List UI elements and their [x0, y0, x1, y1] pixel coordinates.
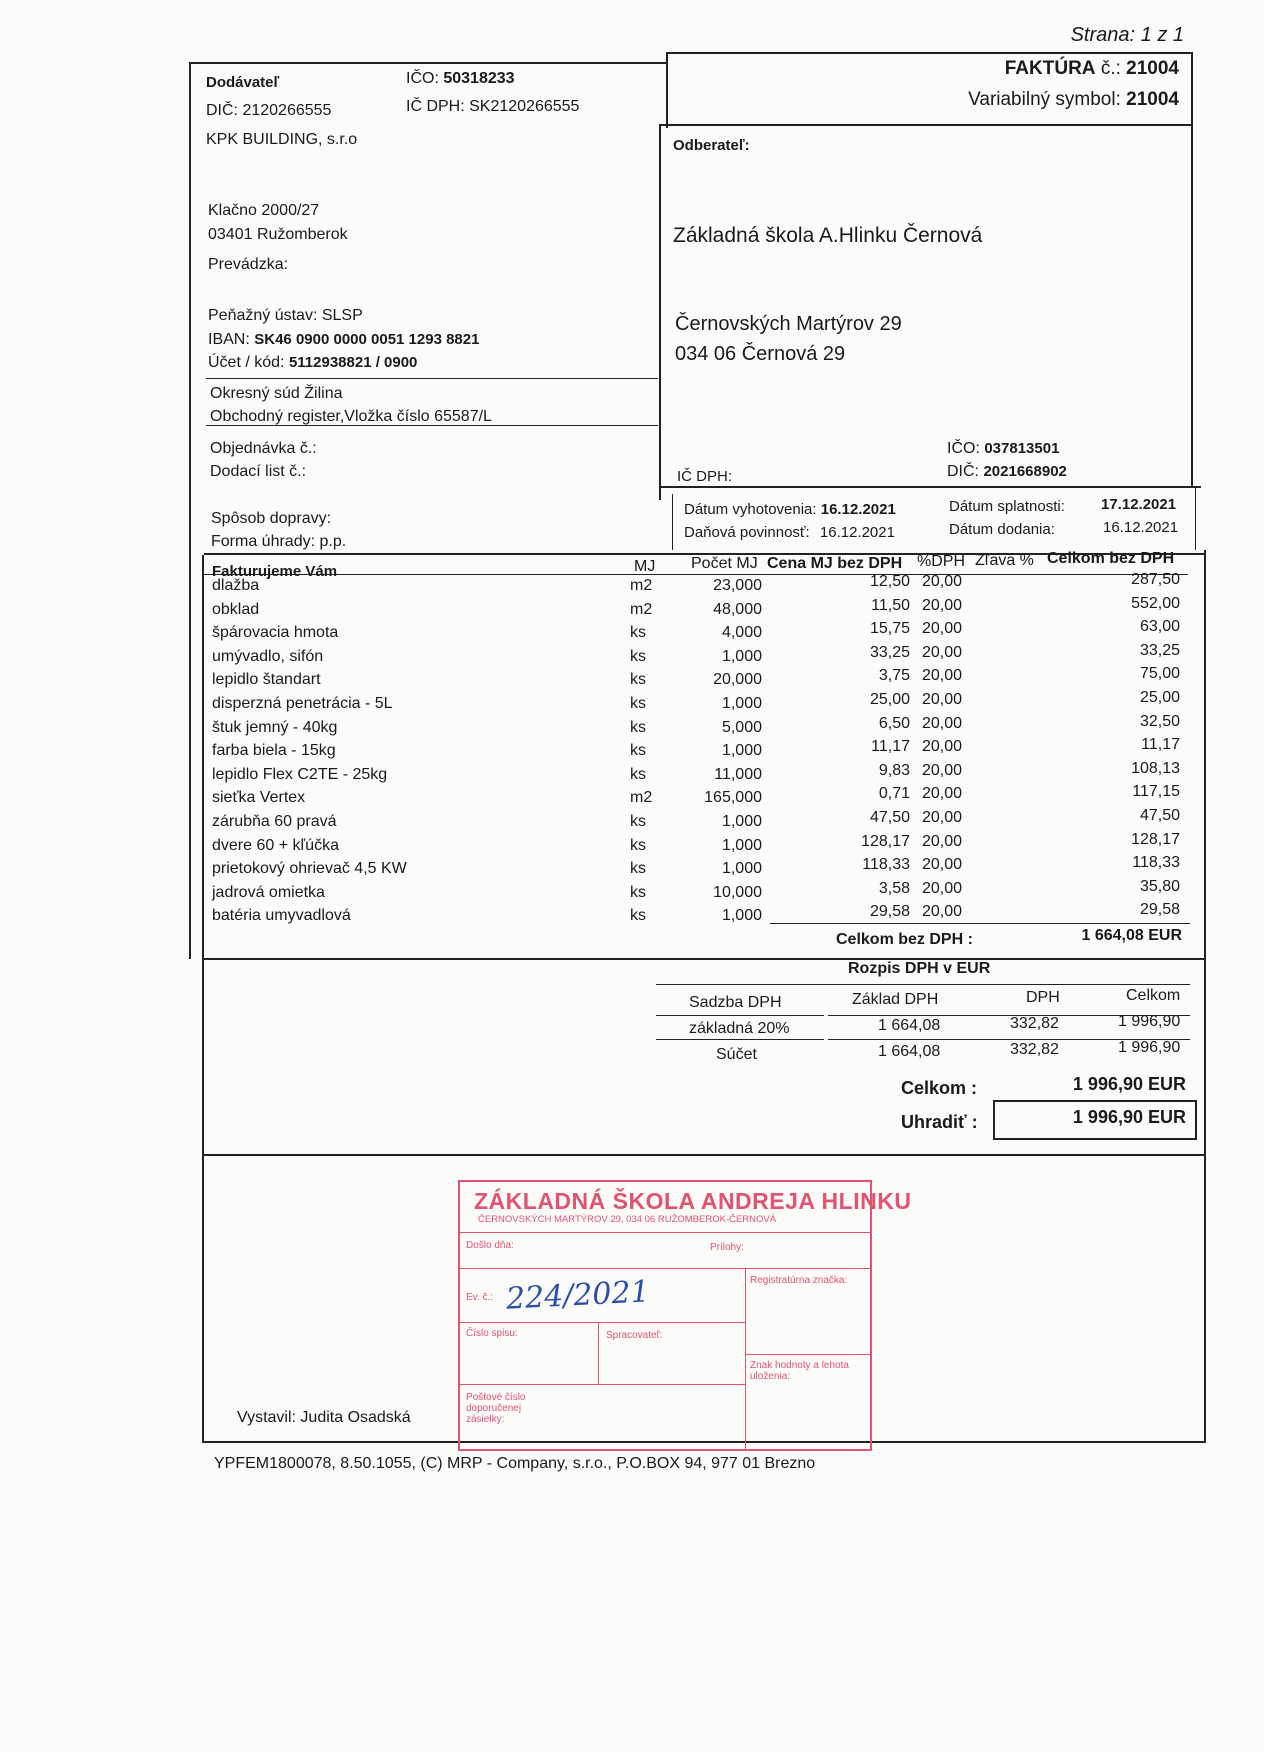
customer-ico: [947, 440, 1059, 458]
item-price: 9,83: [878, 761, 910, 779]
supplier-prevadzka: Prevádzka:: [208, 256, 289, 273]
supplier-name: KPK BUILDING, s.r.o: [206, 131, 358, 148]
table-row: [0, 618, 1264, 648]
stamp-postove: Poštové číslo doporučenej zásielky:: [466, 1392, 526, 1425]
order-uhrada: Forma úhrady: p.p.: [211, 533, 347, 550]
item-name: zárubňa 60 pravá: [212, 813, 337, 830]
date-splatnosti-label: Dátum splatnosti:: [949, 498, 1065, 515]
stamp-ev-number: 224/2021: [505, 1274, 651, 1317]
supplier-iban: [208, 331, 479, 349]
date-splatnosti-value: 17.12.2021: [1101, 496, 1177, 513]
order-doprava: Spôsob dopravy:: [211, 510, 332, 527]
frame-right: [1191, 52, 1193, 488]
item-total: 33,25: [1139, 641, 1180, 659]
item-total: 25,00: [1139, 689, 1180, 706]
frame-top-left: [189, 62, 666, 64]
item-mj: ks: [630, 836, 646, 854]
item-name: jadrová omietka: [212, 883, 325, 901]
item-qty: 1,000: [721, 647, 762, 665]
frame-top-right: [666, 52, 1193, 54]
supplier-ucet-value: 5112938821 / 0900: [288, 354, 418, 371]
item-mj: ks: [630, 883, 646, 901]
item-qty: 165,000: [704, 789, 762, 807]
invoice-number: 21004: [1126, 58, 1179, 79]
item-name: farba biela - 15kg: [212, 742, 336, 760]
item-name: lepidlo Flex C2TE - 25kg: [212, 765, 388, 783]
vat-row-celkom: 1 996,90: [1118, 1013, 1181, 1030]
item-price: 0,71: [878, 785, 910, 803]
stamp-reg: Registratúrna značka:: [750, 1275, 848, 1286]
item-name: obklad: [212, 600, 260, 618]
item-name: špárovacia hmota: [212, 624, 339, 642]
item-qty: 1,000: [721, 813, 762, 830]
item-mj: ks: [630, 765, 646, 783]
total-value: 1 996,90 EUR: [1072, 1074, 1186, 1094]
date-vyhotovenia-value: 16.12.2021: [820, 501, 896, 518]
th-mj: MJ: [634, 558, 656, 575]
vat-row-zaklad: 1 664,08: [878, 1017, 941, 1034]
order-objednavka: Objednávka č.:: [210, 440, 317, 457]
item-price: 15,75: [869, 620, 910, 638]
supplier-ucet: [208, 354, 417, 372]
item-price: 12,50: [869, 573, 910, 590]
vat-sum-label: Súčet: [716, 1046, 757, 1063]
item-name: štuk jemný - 40kg: [212, 718, 338, 736]
variable-symbol: [968, 89, 1179, 111]
item-name: sieťka Vertex: [212, 789, 306, 807]
supplier-iban-label: IBAN:: [208, 331, 250, 348]
table-row: [0, 594, 1264, 625]
item-qty: 4,000: [721, 624, 762, 642]
item-qty: 1,000: [721, 907, 762, 925]
page-number: Strana: 1 z 1: [1070, 24, 1184, 46]
sum-value: 1 664,08 EUR: [1081, 927, 1182, 944]
stamp-prilohy: Prílohy:: [710, 1242, 744, 1253]
th-dph: %DPH: [917, 553, 966, 570]
supplier-bank: Peňažný ústav: SLSP: [208, 307, 363, 324]
item-name: umývadlo, sifón: [212, 647, 324, 665]
item-price: 128,17: [861, 832, 910, 850]
customer-ico-value: 037813501: [984, 440, 1060, 457]
item-mj: ks: [630, 907, 646, 925]
item-vat: 20,00: [922, 596, 963, 614]
item-qty: 1,000: [721, 742, 762, 760]
item-total: 117,15: [1132, 783, 1180, 801]
customer-dic-value: 2021668902: [983, 463, 1067, 480]
sum-label: Celkom bez DPH :: [836, 931, 973, 948]
pay-label: Uhradiť :: [901, 1112, 978, 1132]
total-label: Celkom :: [901, 1078, 978, 1098]
item-qty: 20,000: [713, 671, 762, 689]
vat-sum-dph: 332,82: [1010, 1041, 1059, 1058]
customer-bottom: [659, 486, 1201, 488]
stamp-title: ZÁKLADNÁ ŠKOLA ANDREJA HLINKU: [474, 1188, 912, 1214]
item-name: disperzná penetrácia - 5L: [212, 695, 393, 712]
registry-stamp: [458, 1180, 912, 1451]
table-row: [0, 854, 1264, 884]
item-qty: 1,000: [721, 860, 762, 878]
issued-by: Vystavil: Judita Osadská: [237, 1409, 411, 1426]
item-mj: m2: [630, 600, 653, 618]
item-vat: 20,00: [922, 738, 963, 756]
item-qty: 1,000: [721, 836, 762, 854]
supplier-ucet-label: Účet / kód:: [208, 354, 285, 371]
customer-name: Základná škola A.Hlinku Černová: [673, 224, 983, 247]
vat-th-celkom: Celkom: [1126, 987, 1181, 1004]
th-pocet: Počet MJ: [691, 555, 758, 572]
customer-ico-label: IČO:: [947, 440, 980, 457]
supplier-ico-value: 50318233: [443, 70, 515, 87]
supplier-court: Okresný súd Žilina: [210, 385, 343, 402]
item-price: 29,58: [869, 903, 910, 921]
pay-value: 1 996,90 EUR: [1072, 1107, 1186, 1127]
item-qty: 5,000: [721, 718, 762, 736]
supplier-heading: Dodávateľ: [206, 74, 280, 91]
item-total: 128,17: [1131, 830, 1180, 848]
stamp-ev-label: Ev. č.:: [466, 1292, 494, 1303]
vat-row-dph: 332,82: [1010, 1015, 1059, 1032]
header-divider: [666, 52, 668, 128]
item-vat: 20,00: [922, 809, 963, 826]
software-footer: YPFEM1800078, 8.50.1055, (C) MRP - Company, s.r.o., P.O.BOX 94, 977 01 Brezno: [214, 1455, 816, 1472]
table-row: [0, 736, 1264, 766]
invoice-title-text: FAKTÚRA: [1004, 58, 1096, 79]
item-vat: 20,00: [922, 903, 963, 921]
customer-street: Černovských Martýrov 29: [675, 313, 902, 335]
item-price: 11,50: [871, 596, 910, 614]
date-vyhotovenia: [684, 501, 896, 518]
table-row: [0, 901, 1264, 931]
table-row: [0, 759, 1264, 790]
item-qty: 1,000: [721, 695, 762, 712]
variable-symbol-label: Variabilný symbol:: [968, 89, 1121, 110]
table-row: [0, 830, 1264, 861]
item-vat: 20,00: [922, 573, 963, 590]
item-mj: ks: [630, 695, 646, 712]
item-qty: 48,000: [713, 600, 762, 618]
stamp-section-top: [204, 1154, 1206, 1156]
supplier-iban-value: SK46 0900 0000 0051 1293 8821: [254, 331, 480, 348]
item-vat: 20,00: [922, 643, 963, 661]
table-row: [0, 641, 1264, 672]
date-povinnost: [684, 524, 895, 541]
vat-th-dph: DPH: [1026, 989, 1060, 1006]
vat-sum-celkom: 1 996,90: [1118, 1039, 1181, 1056]
date-dodania-label: Dátum dodania:: [949, 521, 1055, 538]
table-row: [0, 689, 1264, 719]
supplier-ico-label: IČO:: [406, 70, 439, 87]
item-total: 11,17: [1141, 736, 1180, 754]
supplier-register: Obchodný register,Vložka číslo 65587/L: [210, 408, 492, 425]
item-mj: ks: [630, 624, 646, 642]
item-price: 118,33: [862, 856, 910, 874]
item-name: prietokový ohrievač 4,5 KW: [212, 860, 407, 878]
item-total: 63,00: [1139, 618, 1180, 636]
court-top: [206, 378, 658, 379]
item-vat: 20,00: [922, 667, 963, 685]
item-qty: 11,000: [714, 765, 762, 783]
stamp-doslo: Došlo dňa:: [466, 1240, 514, 1251]
item-total: 118,33: [1132, 854, 1180, 872]
vat-row-sadzba: základná 20%: [689, 1020, 790, 1037]
item-price: 6,50: [878, 714, 910, 732]
item-name: dvere 60 + kľúčka: [212, 836, 339, 854]
item-name: lepidlo štandart: [212, 671, 321, 689]
table-row: [0, 877, 1264, 908]
items-bottom: [202, 958, 1204, 960]
item-vat: 20,00: [922, 832, 963, 850]
item-mj: ks: [630, 718, 646, 736]
customer-left: [659, 126, 661, 500]
th-item: Fakturujeme Vám: [212, 563, 338, 580]
date-povinnost-label: Daňová povinnosť:: [684, 524, 810, 541]
item-mj: m2: [630, 789, 653, 807]
vat-header-line: [656, 984, 1190, 985]
item-mj: ks: [630, 647, 646, 665]
table-row: [0, 783, 1264, 813]
item-total: 47,50: [1139, 807, 1180, 824]
table-row: [0, 712, 1264, 743]
vat-row-line-2: [656, 1039, 824, 1040]
dates-right: [1195, 486, 1196, 550]
item-qty: 23,000: [713, 577, 762, 594]
item-vat: 20,00: [922, 856, 963, 874]
item-total: 75,00: [1139, 665, 1180, 683]
stamp-spracovatel: Spracovateľ:: [606, 1330, 663, 1341]
item-price: 25,00: [869, 691, 910, 708]
th-celkom: Celkom bez DPH: [1047, 550, 1175, 567]
customer-dic-label: DIČ:: [947, 463, 979, 480]
supplier-ico: [406, 70, 515, 88]
supplier-city: 03401 Ružomberok: [208, 226, 348, 243]
item-vat: 20,00: [922, 761, 963, 779]
invoice-number-label: č.:: [1100, 58, 1121, 79]
item-total: 108,13: [1131, 759, 1180, 777]
item-total: 32,50: [1139, 712, 1180, 730]
dates-left: [672, 494, 673, 550]
vat-sum-zaklad: 1 664,08: [878, 1043, 941, 1060]
customer-dic: [947, 463, 1067, 481]
invoice-title: [1005, 58, 1179, 80]
date-vyhotovenia-label: Dátum vyhotovenia:: [684, 501, 817, 518]
item-mj: ks: [630, 813, 646, 830]
item-total: 287,50: [1131, 571, 1180, 588]
date-dodania-value: 16.12.2021: [1103, 519, 1179, 536]
customer-heading: Odberateľ:: [673, 137, 750, 154]
item-vat: 20,00: [922, 620, 963, 638]
item-total: 552,00: [1131, 594, 1180, 612]
table-row: [0, 807, 1264, 837]
item-name: dlažba: [212, 577, 260, 594]
th-zlava: Zľava %: [975, 552, 1034, 569]
item-vat: 20,00: [922, 785, 963, 803]
item-total: 35,80: [1139, 877, 1180, 895]
stamp-spis: Číslo spisu:: [466, 1328, 518, 1339]
vat-th-zaklad: Základ DPH: [852, 991, 939, 1008]
vat-title: Rozpis DPH v EUR: [848, 960, 991, 977]
vat-row-line: [656, 1015, 824, 1016]
item-price: 11,17: [871, 738, 910, 756]
customer-top: [659, 124, 1193, 126]
stamp-znak: Znak hodnoty a lehota uloženia:: [750, 1360, 849, 1382]
item-vat: 20,00: [922, 714, 963, 732]
item-price: 33,25: [869, 643, 910, 661]
customer-icdph: IČ DPH:: [677, 468, 733, 485]
th-cena: Cena MJ bez DPH: [767, 555, 903, 572]
item-mj: m2: [630, 577, 653, 594]
item-mj: ks: [630, 671, 646, 689]
item-name: batéria umyvadlová: [212, 907, 351, 925]
items-header-line: [204, 574, 1188, 575]
item-vat: 20,00: [922, 879, 963, 897]
item-mj: ks: [630, 860, 646, 878]
stamp-subtitle: ČERNOVSKÝCH MARTÝROV 29, 034 06 RUŽOMBEROK-ČERNOVÁ: [478, 1214, 777, 1225]
variable-symbol-value: 21004: [1126, 89, 1179, 110]
item-price: 3,58: [878, 879, 910, 897]
item-price: 3,75: [878, 667, 910, 685]
vat-th-sadzba: Sadzba DPH: [689, 994, 782, 1011]
supplier-dic: DIČ: 2120266555: [206, 102, 332, 119]
table-row: [0, 665, 1264, 695]
item-total: 29,58: [1139, 901, 1180, 919]
customer-city: 034 06 Černová 29: [675, 343, 846, 365]
item-mj: ks: [630, 742, 646, 760]
order-dodaci: Dodací list č.:: [210, 463, 307, 480]
item-price: 47,50: [869, 809, 910, 826]
date-povinnost-value: 16.12.2021: [819, 524, 895, 541]
item-qty: 10,000: [713, 883, 762, 901]
item-vat: 20,00: [922, 691, 963, 708]
supplier-icdph: IČ DPH: SK2120266555: [406, 98, 580, 115]
supplier-street: Klačno 2000/27: [208, 202, 320, 219]
